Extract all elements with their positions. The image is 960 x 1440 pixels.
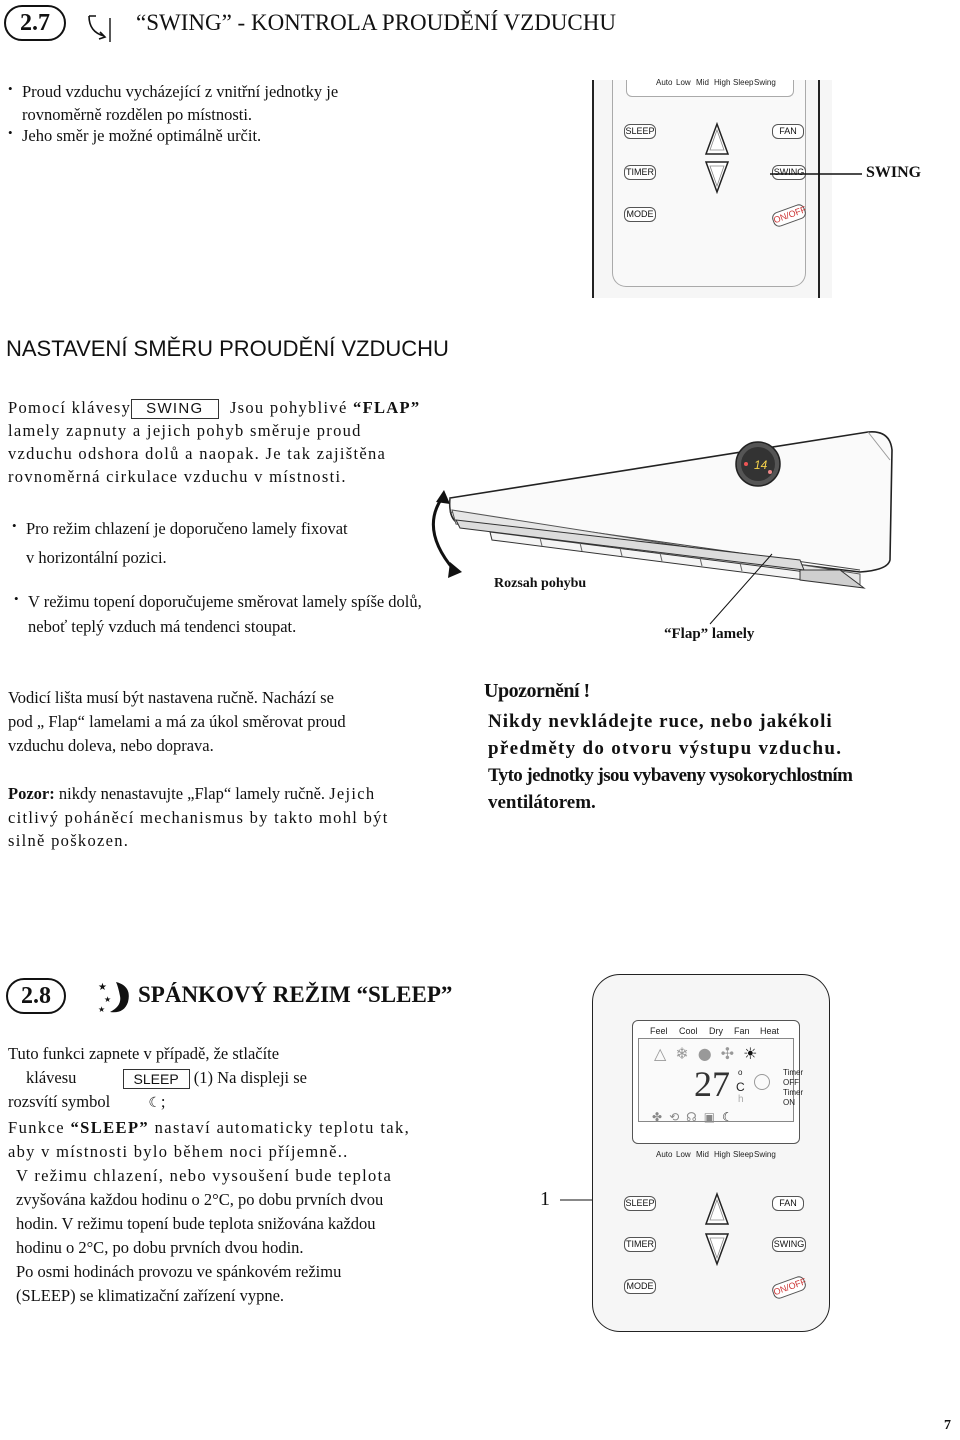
pozor-paragraph: [8, 782, 389, 852]
fan-button[interactable]: FAN: [772, 1196, 804, 1211]
sleep-text: nastaví automaticky teplotu tak,: [154, 1118, 411, 1137]
signal-icon: ☊: [686, 1110, 704, 1124]
sleep-text: ;: [160, 1092, 166, 1111]
guide-paragraph: [8, 686, 346, 758]
sleep-paragraph: [8, 1042, 410, 1308]
swing-callout-line: [770, 165, 870, 185]
sleep-button[interactable]: SLEEP: [624, 124, 656, 139]
clock-icon: [754, 1074, 770, 1090]
lock-icon: ▣: [703, 1110, 723, 1124]
timer-on-label: ON: [783, 1098, 795, 1107]
warning-title: Upozornění !: [484, 680, 590, 702]
sleep-text: Funkce: [8, 1118, 65, 1137]
svg-text:★: ★: [98, 1005, 106, 1014]
flap-term: “FLAP”: [353, 398, 421, 417]
sleep-line: Po osmi hodinách provozu ve spánkovém režimu: [16, 1262, 342, 1281]
intro-line: • Proud vzduchu vycházející z vnitřní jednotky je: [22, 82, 339, 101]
fan-label-auto: Auto: [656, 78, 673, 87]
swing-button[interactable]: SWING: [772, 1237, 806, 1252]
pozor-label: Pozor:: [8, 784, 55, 803]
temp-down-arrow-icon[interactable]: [704, 1232, 730, 1266]
mode-label-cool: Cool: [679, 1026, 698, 1036]
direction-line: rovnoměrná cirkulace vzduchu v místnosti.: [8, 467, 347, 487]
section-number-badge: [6, 978, 66, 1014]
sleep-text: (1) Na displeji se: [193, 1068, 307, 1087]
heat-icon: ☀: [743, 1044, 767, 1063]
lcd-unit-c: C: [736, 1080, 745, 1094]
mode-button[interactable]: MODE: [624, 1279, 656, 1294]
bullet-line: • Pro režim chlazení je doporučeno lamely fixovat: [26, 519, 348, 538]
pozor-line: citlivý poháněcí mechanismus by takto mohl být: [8, 808, 389, 827]
mode-label-feel: Feel: [650, 1026, 668, 1036]
pozor-text: nikdy nenastavujte „Flap“ lamely ručně.: [58, 784, 326, 803]
swing-callout-label: SWING: [866, 164, 922, 181]
direction-text: Jsou pohyblivé: [229, 398, 348, 417]
sleep-line: [8, 1116, 410, 1140]
fan-icon: ✣: [720, 1044, 744, 1063]
mode-label-dry: Dry: [709, 1026, 723, 1036]
fan-label-mid: Mid: [696, 1150, 709, 1159]
cool-icon: ❄: [675, 1044, 698, 1063]
pozor-line: silně poškozen.: [8, 831, 130, 850]
remote-body: [592, 80, 594, 298]
direction-line: vzduchu odshora dolů a naopak. Je tak zajištěna: [8, 444, 387, 464]
guide-line: vzduchu doleva, nebo doprava.: [8, 736, 214, 755]
swing-key-box: SWING: [131, 399, 218, 419]
fan-label-high: High: [714, 78, 731, 87]
temp-down-arrow-icon[interactable]: [704, 160, 730, 194]
sleep-line: (SLEEP) se klimatizační zařízení vypne.: [16, 1286, 285, 1305]
sleep-line: hodinu o 2°C, po dobu prvních dvou hodin.: [16, 1238, 304, 1257]
indoor-unit-illustration: [420, 420, 960, 660]
sleep-line: [8, 1090, 410, 1116]
intro-bullet-1: [22, 80, 338, 126]
timer-button[interactable]: TIMER: [624, 165, 656, 180]
mode-icons-row: [654, 1044, 766, 1063]
sleep-term: “SLEEP”: [70, 1118, 150, 1137]
lcd-unit-h: h: [738, 1094, 744, 1105]
page-number: 7: [944, 1418, 951, 1433]
swing-button[interactable]: SWING: [772, 165, 806, 180]
svg-text:★: ★: [98, 982, 107, 993]
svg-text:★: ★: [104, 995, 112, 1004]
direction-paragraph: [8, 396, 420, 488]
timer-button[interactable]: TIMER: [624, 1237, 656, 1252]
flap-label: “Flap” lamely: [664, 626, 755, 642]
bullet-line: v horizontální pozici.: [26, 548, 167, 567]
sleep-text: rozsvítí symbol: [8, 1092, 111, 1111]
fan-label-sleep: Sleep: [733, 78, 754, 87]
pozor-text: Jejich: [329, 784, 376, 803]
remote-control-bottom: [592, 974, 832, 1334]
sleep-key-box: SLEEP: [123, 1069, 190, 1089]
intro-line: • Jeho směr je možné optimálně určit.: [22, 126, 262, 145]
fan-label-low: Low: [676, 78, 691, 87]
timer-off-label: OFF: [783, 1078, 799, 1087]
warning-line: ventilátorem.: [488, 792, 596, 813]
fan-label-low: Low: [676, 1150, 691, 1159]
timer-label: Timer: [783, 1088, 804, 1097]
section-title: “SWING” - KONTROLA PROUDĚNÍ VZDUCHU: [136, 10, 616, 35]
warning-text: [488, 708, 852, 816]
bullet-line: • V režimu topení doporučujeme směrovat lamely spíše dolů,: [28, 592, 422, 611]
fan-label-sleep: Sleep: [733, 1150, 754, 1159]
feel-icon: △: [654, 1044, 676, 1063]
fan-label-high: High: [714, 1150, 731, 1159]
direction-bullet-2: [28, 589, 422, 639]
lcd-temperature: 27: [694, 1064, 730, 1104]
sleep-text: klávesu: [26, 1068, 77, 1087]
sleep-button[interactable]: SLEEP: [624, 1196, 656, 1211]
remote-body: [818, 80, 820, 298]
unit-display-text: 14: [754, 458, 768, 472]
direction-bullet-1: [26, 514, 348, 572]
sleep-line: [8, 1066, 410, 1090]
guide-line: Vodicí lišta musí být nastavena ručně. Nachází se: [8, 688, 334, 707]
fan-button[interactable]: FAN: [772, 124, 804, 139]
fan-label-swing: Swing: [754, 1150, 776, 1159]
section-number-badge: [4, 5, 66, 41]
sleep-lcd-icon: ☾: [722, 1110, 740, 1124]
swing-icon: [86, 12, 112, 44]
direction-line-1: [8, 396, 420, 419]
intro-line: rovnoměrně rozdělen po místnosti.: [22, 105, 253, 124]
mode-label-heat: Heat: [760, 1026, 780, 1036]
sleep-line: Tuto funkci zapnete v případě, že stlačíte: [8, 1044, 280, 1063]
direction-heading: NASTAVENÍ SMĚRU PROUDĚNÍ VZDUCHU: [6, 336, 449, 361]
lcd-bottom-icons: [652, 1110, 740, 1124]
section-title: SPÁNKOVÝ REŽIM “SLEEP”: [138, 982, 453, 1007]
swing-lcd-icon: ⟲: [669, 1110, 687, 1124]
section-number: 2.7: [20, 10, 50, 36]
sleep-line: V režimu chlazení, nebo vysoušení bude teplota: [16, 1166, 393, 1185]
direction-text: Pomocí klávesy: [8, 398, 132, 417]
temp-up-arrow-icon[interactable]: [704, 122, 730, 156]
sleep-line: hodin. V režimu topení bude teplota snižována každou: [16, 1214, 376, 1233]
turbo-icon: ✤: [652, 1110, 670, 1124]
warning-line: předměty do otvoru výstupu vzduchu.: [488, 738, 843, 759]
range-label: Rozsah pohybu: [494, 576, 587, 591]
onoff-button[interactable]: ON/OFF: [770, 203, 807, 229]
sleep-line: zvyšována každou hodinu o 2°C, po dobu prvních dvou: [16, 1190, 384, 1209]
bullet-line: neboť teplý vzduch má tendenci stoupat.: [28, 617, 297, 636]
remote-callout-number: 1: [540, 1188, 550, 1210]
lcd-degree: o: [738, 1068, 743, 1077]
warning-line: Tyto jednotky jsou vybaveny vysokorychlostním: [488, 765, 853, 786]
mode-label-fan: Fan: [734, 1026, 750, 1036]
mode-button[interactable]: MODE: [624, 207, 656, 222]
remote-control-top: [592, 80, 832, 298]
temp-up-arrow-icon[interactable]: [704, 1192, 730, 1226]
onoff-button[interactable]: ON/OFF: [770, 1275, 807, 1301]
sleep-moon-icon: [96, 976, 132, 1016]
dry-icon: ●: [697, 1044, 721, 1063]
section-number: 2.8: [21, 983, 51, 1009]
intro-bullet-2: [22, 124, 261, 147]
fan-label-mid: Mid: [696, 78, 709, 87]
guide-line: pod „ Flap“ lamelami a má za úkol směrovat proud: [8, 712, 346, 731]
pozor-line-1: [8, 782, 389, 806]
timer-label: Timer: [783, 1068, 804, 1077]
sleep-symbol-icon: ☾: [148, 1096, 161, 1111]
sleep-line: aby v místnosti bylo během noci příjemně..: [8, 1142, 349, 1161]
warning-line: Nikdy nevkládejte ruce, nebo jakékoli: [488, 711, 833, 732]
fan-label-auto: Auto: [656, 1150, 673, 1159]
fan-label-swing: Swing: [754, 78, 776, 87]
direction-line: lamely zapnuty a jejich pohyb směruje proud: [8, 421, 362, 441]
